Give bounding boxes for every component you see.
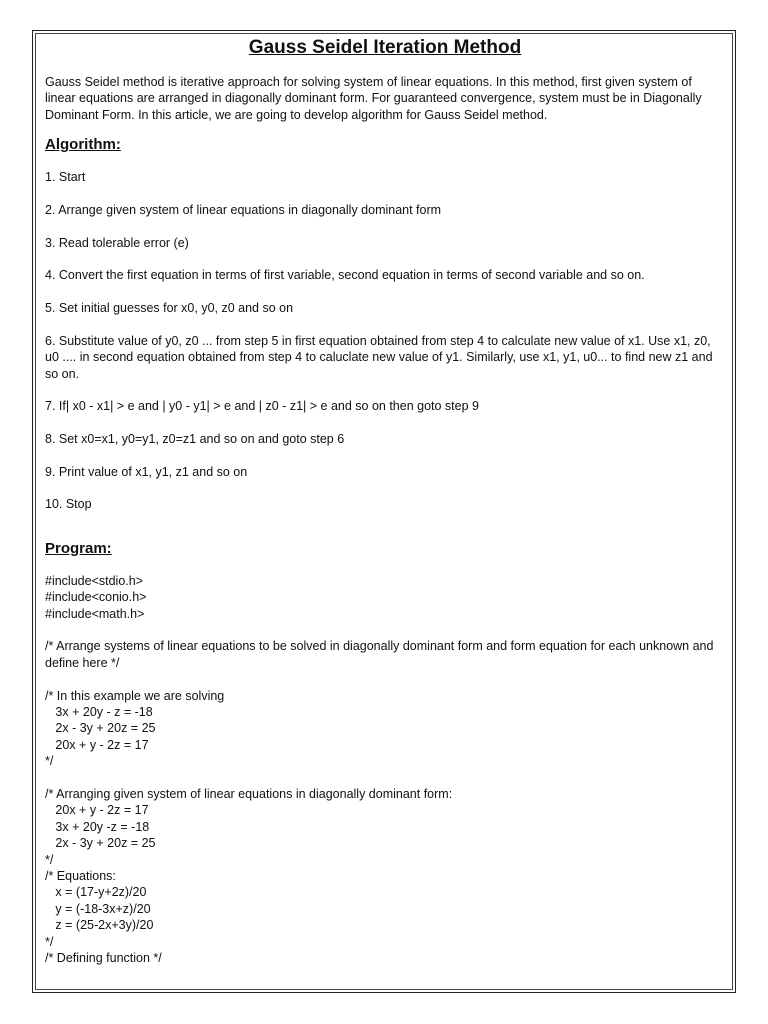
algorithm-step: 2. Arrange given system of linear equations in diagonally dominant form [45,202,442,217]
algorithm-step: 5. Set initial guesses for x0, y0, z0 and so on [45,301,294,316]
algorithm-step: 7. If| x0 - x1| > e and | y0 - y1| > e and | z0 - z1| > e and so on then goto step 9 [45,399,479,414]
page-title: Gauss Seidel Iteration Method [248,37,522,58]
algorithm-step: 4. Convert the first equation in terms of first variable, second equation in terms of second variable and so on. [45,268,645,283]
intro-paragraph: Gauss Seidel method is iterative approach for solving system of linear equations. In this method, first given system of linear equations are arranged in diagonally dominant form. For guaranteed convergence, system must be in Diagonally Dominant Form. In this article, we are going to develop algorithm for Gauss Seidel method. [45,75,702,122]
document-body [45,36,725,967]
algorithm-step: 6. Substitute value of y0, z0 ... from step 5 in first equation obtained from step 4 to calculate new value of x1. Use x1, z0, u0 .... in second equation obtained from step 4 to caluclate new value of y1. Similarly, use x1, y1, u0... to find new z1 and so on. [45,333,713,381]
algorithm-heading: Algorithm: [45,136,121,154]
algorithm-steps [45,169,725,513]
algorithm-step: 1. Start [45,170,86,185]
algorithm-step: 8. Set x0=x1, y0=y1, z0=z1 and so on and goto step 6 [45,431,345,446]
program-heading: Program: [45,539,112,557]
algorithm-step: 9. Print value of x1, y1, z1 and so on [45,464,248,479]
algorithm-step: 3. Read tolerable error (e) [45,235,189,250]
algorithm-step: 10. Stop [45,497,92,512]
program-code: #include<stdio.h> #include<conio.h> #include<math.h> /* Arrange systems of linear equations to be solved in diagonally dominant form and form equation for each unknown and define here */ /* In this example we are solving 3x + 20y - z = -18 2x - 3y + 20z = 25 20x + y - 2z = 17 */ /* Arranging given system of linear equations in diagonally dominant form: 20x + y - 2z = 17 3x + 20y -z = -18 2x - 3y + 20z = 25 */ /* Equations: x = (17-y+2z)/20 y = (-18-3x+z)/20 z = (25-2x+3y)/20 */ /* Defining function */ [45,573,714,966]
